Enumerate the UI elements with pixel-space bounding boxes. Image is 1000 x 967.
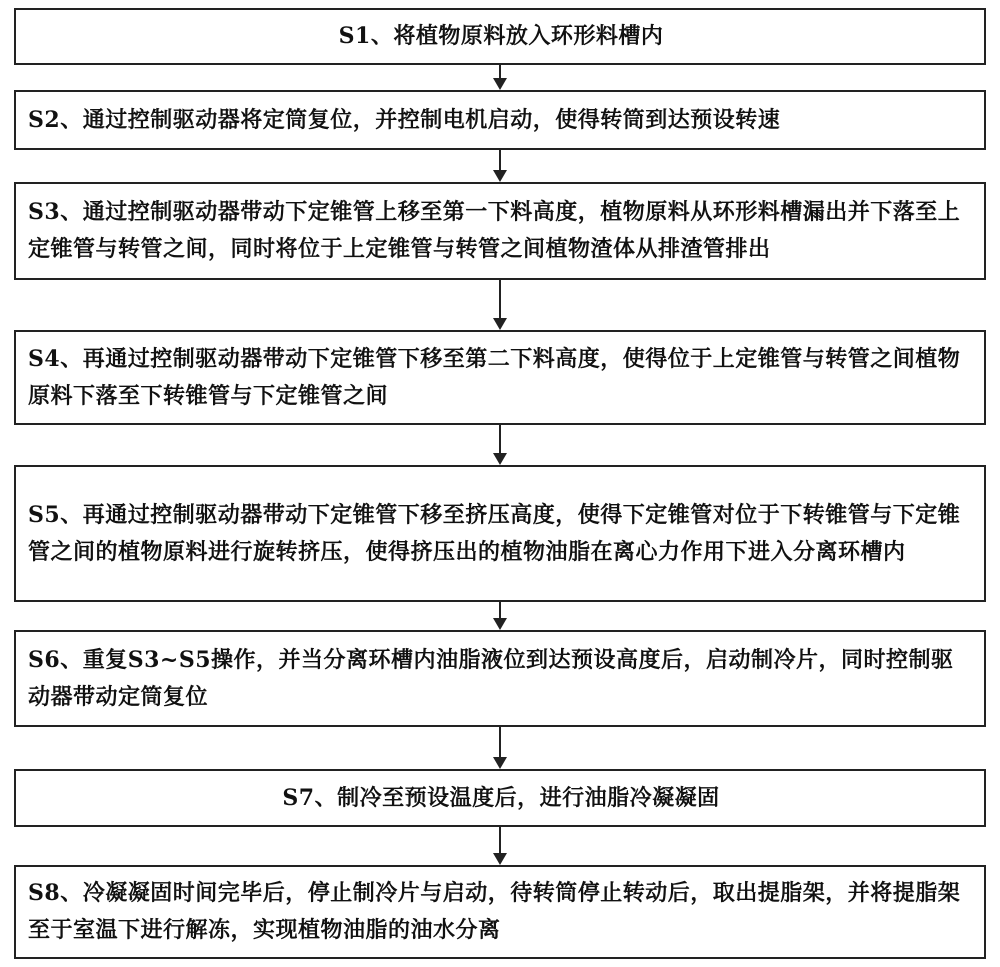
arrow-head-icon [493, 453, 507, 465]
step-box-s1 [14, 8, 986, 65]
step-box-s2 [14, 90, 986, 150]
step-text-s6: S6、重复S3~S5操作，并当分离环槽内油脂液位到达预设高度后，启动制冷片，同时控制驱动器带动定筒复位 [28, 646, 954, 710]
arrow-s5-s6 [490, 602, 510, 630]
step-box-s6 [14, 630, 986, 727]
step-box-s4 [14, 330, 986, 425]
arrow-s1-s2 [490, 65, 510, 90]
step-text-s4: S4、再通过控制驱动器带动下定锥管下移至第二下料高度，使得位于上定锥管与转管之间植物原料下落至下转锥管与下定锥管之间 [28, 345, 961, 409]
step-text-s1: S1、将植物原料放入环形料槽内 [338, 23, 664, 49]
arrow-s4-s5 [490, 425, 510, 465]
step-text-s2: S2、通过控制驱动器将定筒复位，并控制电机启动，使得转筒到达预设转速 [28, 106, 781, 133]
arrow-head-icon [493, 170, 507, 182]
arrow-s2-s3 [490, 150, 510, 182]
arrow-head-icon [493, 318, 507, 330]
step-box-s7 [14, 769, 986, 827]
arrow-head-icon [493, 853, 507, 865]
arrow-head-icon [493, 78, 507, 90]
arrow-s6-s7 [490, 727, 510, 769]
arrow-s3-s4 [490, 280, 510, 330]
step-text-s7: S7、制冷至预设温度后，进行油脂冷凝凝固 [282, 784, 720, 811]
step-text-s3: S3、通过控制驱动器带动下定锥管上移至第一下料高度，植物原料从环形料槽漏出并下落至上定锥管与转管之间，同时将位于上定锥管与转管之间植物渣体从排渣管排出 [28, 199, 961, 262]
step-box-s5 [14, 465, 986, 602]
arrow-head-icon [493, 618, 507, 630]
step-box-s8 [14, 865, 986, 959]
step-text-s8: S8、冷凝凝固时间完毕后，停止制冷片与启动，待转筒停止转动后，取出提脂架，并将提脂架至于室温下进行解冻，实现植物油脂的油水分离 [28, 880, 961, 943]
arrow-s7-s8 [490, 827, 510, 865]
arrow-head-icon [493, 757, 507, 769]
step-box-s3 [14, 182, 986, 280]
step-text-s5: S5、再通过控制驱动器带动下定锥管下移至挤压高度，使得下定锥管对位于下转锥管与下定锥管之间的植物原料进行旋转挤压，使得挤压出的植物油脂在离心力作用下进入分离环槽内 [28, 501, 961, 565]
